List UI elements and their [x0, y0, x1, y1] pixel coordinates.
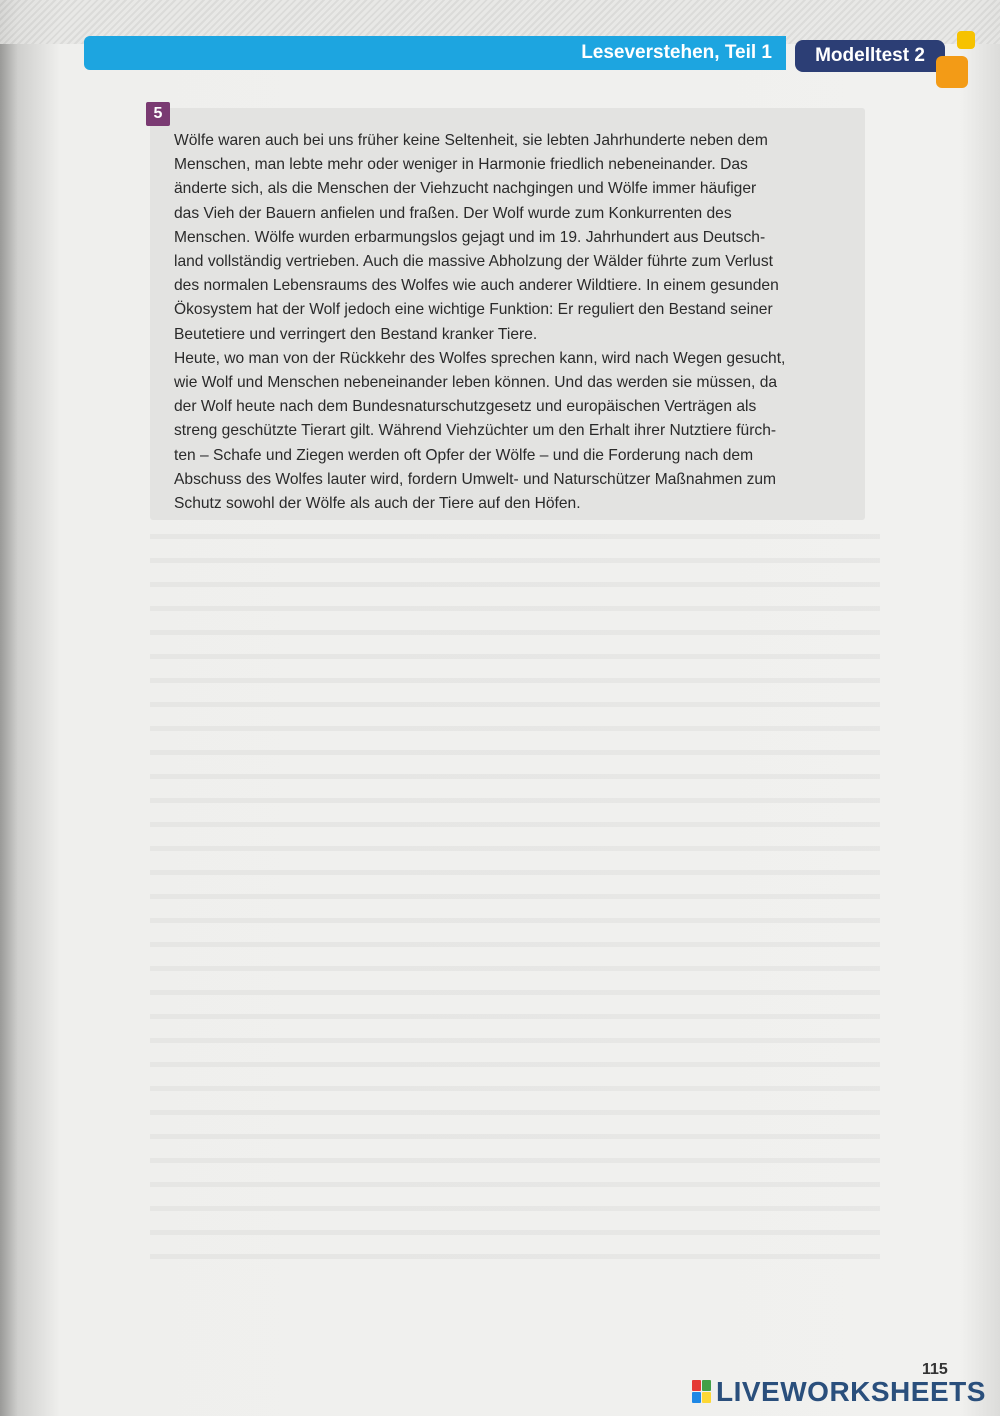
logo-grid-icon [692, 1380, 712, 1404]
text-line: Ökosystem hat der Wolf jedoch eine wichtige Funktion: Er reguliert den Bestand seiner [174, 301, 773, 319]
text-line: wie Wolf und Menschen nebeneinander leben können. Und das werden sie müssen, da [174, 374, 778, 392]
brand-text: LIVEWORKSHEETS [716, 1376, 986, 1407]
text-number-badge: 5 [146, 102, 170, 126]
text-line: änderte sich, als die Menschen der Viehzucht nachgingen und Wölfe immer häufiger [174, 180, 757, 198]
text-line: Heute, wo man von der Rückkehr des Wolfes sprechen kann, wird nach Wegen gesucht, [174, 349, 786, 367]
decorative-square-yellow [957, 31, 975, 49]
text-line: Menschen. Wölfe wurden erbarmungslos gejagt und im 19. Jahrhundert aus Deutsch- [174, 228, 766, 246]
header-bar [84, 36, 786, 70]
page-number: 115 [922, 1361, 948, 1378]
text-line: land vollständig vertrieben. Auch die massive Abholzung der Wälder führte zum Verlust [174, 253, 773, 271]
decorative-square-orange [936, 56, 968, 88]
text-line: ten – Schafe und Ziegen werden oft Opfer der Wölfe – und die Forderung nach dem [174, 446, 754, 464]
bleed-through-lines [150, 520, 880, 1260]
text-line: Menschen, man lebte mehr oder weniger in Harmonie friedlich nebeneinander. Das [174, 156, 748, 174]
text-line: streng geschützte Tierart gilt. Während Viehzüchter um den Erhalt ihrer Nutztiere fürch- [174, 422, 777, 440]
text-line: Abschuss des Wolfes lauter wird, fordern Umwelt- und Naturschützer Maßnahmen zum [174, 470, 777, 488]
liveworksheets-logo[interactable] [692, 1375, 986, 1409]
text-line: Schutz sowohl der Wölfe als auch der Tiere auf den Höfen. [174, 495, 581, 513]
text-line: Beutetiere und verringert den Bestand kranker Tiere. [174, 325, 538, 343]
text-line: der Wolf heute nach dem Bundesnaturschutzgesetz und europäischen Verträgen als [174, 398, 757, 416]
text-line: das Vieh der Bauern anfielen und fraßen. Der Wolf wurde zum Konkurrenten des [174, 204, 732, 222]
reading-text [174, 129, 874, 516]
text-line: des normalen Lebensraums des Wolfes wie auch anderer Wildtiere. In einem gesunden [174, 277, 779, 295]
section-title: Leseverstehen, Teil 1 [581, 42, 772, 63]
test-label-badge: Modelltest 2 [795, 40, 945, 72]
text-line: Wölfe waren auch bei uns früher keine Seltenheit, sie lebten Jahrhunderte neben dem [174, 132, 768, 149]
